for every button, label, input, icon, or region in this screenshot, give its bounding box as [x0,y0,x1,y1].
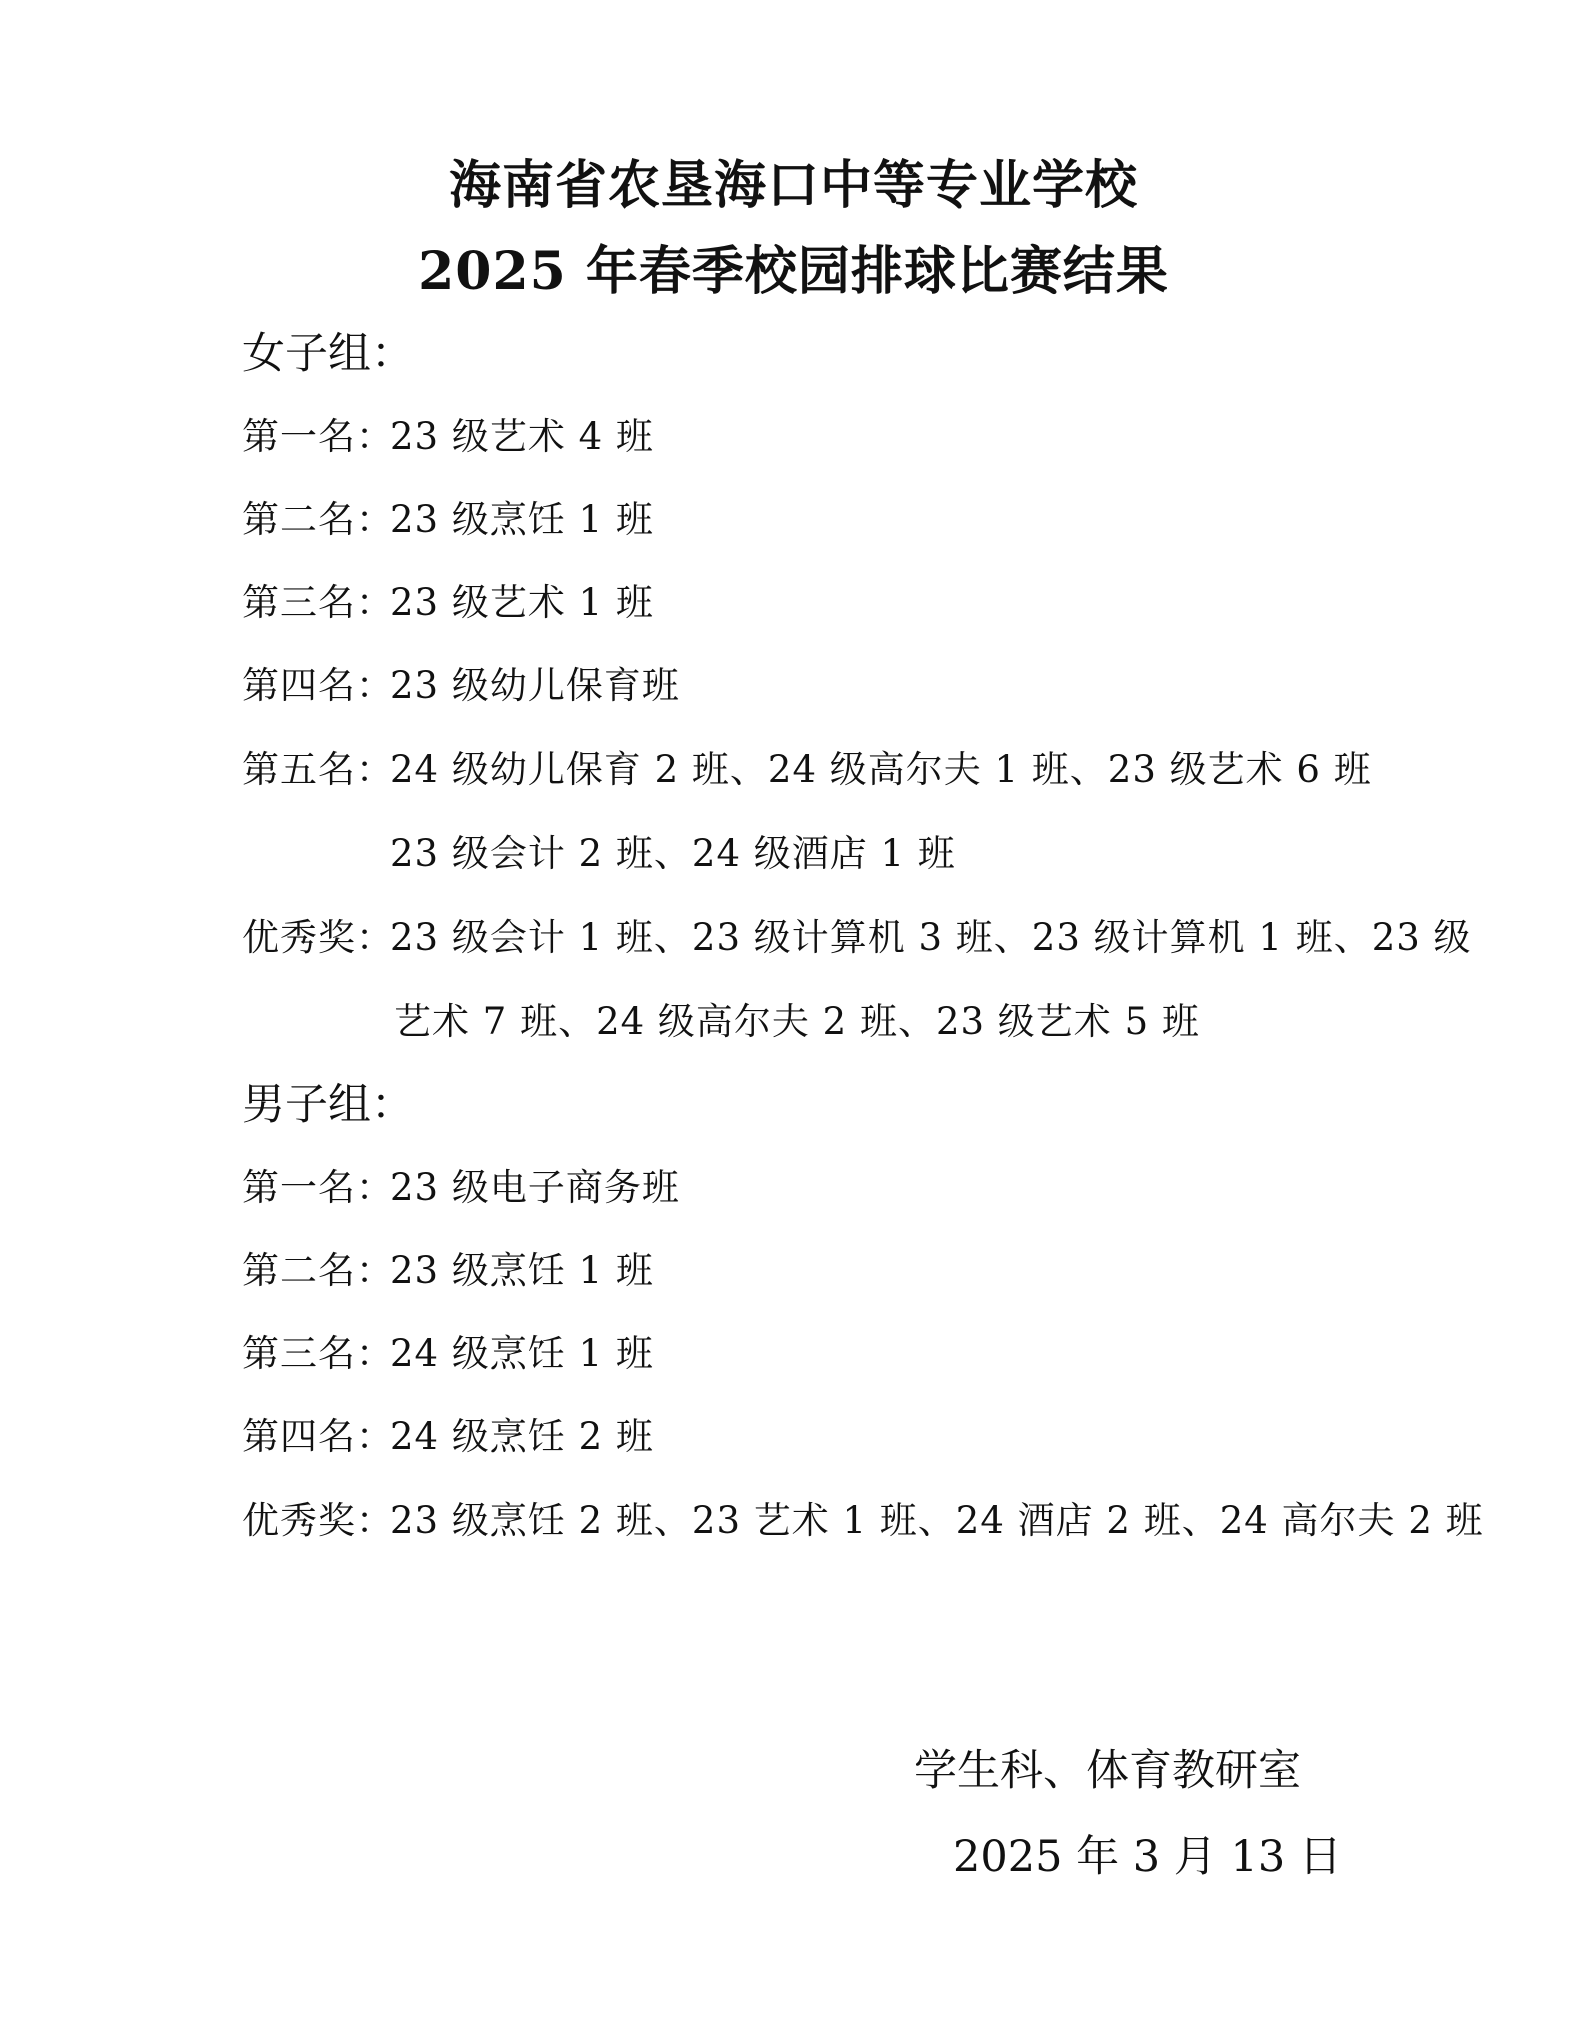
rank-value: 23 级会计 1 班、23 级计算机 3 班、23 级计算机 1 班、23 级 [390,916,1472,959]
rank-label: 优秀奖： [242,916,394,959]
rank-label: 第二名： [242,498,394,541]
rank-label: 第四名： [242,1415,394,1458]
boys-excellence-award [242,1499,1484,1543]
boys-rank-1 [242,1166,680,1210]
girls-excellence-continuation: 艺术 7 班、24 级高尔夫 2 班、23 级艺术 5 班 [394,1000,1200,1043]
rank-value: 23 级烹饪 1 班 [390,498,654,541]
signature-date: 2025 年 3 月 13 日 [953,1832,1342,1882]
rank-value: 23 级烹饪 2 班、23 艺术 1 班、24 酒店 2 班、24 高尔夫 2 班 [390,1499,1484,1542]
rank-value: 23 级电子商务班 [390,1166,680,1209]
rank-label: 第五名： [242,748,394,791]
boys-group-heading: 男子组： [242,1080,414,1130]
rank-value: 24 级烹饪 2 班 [390,1415,654,1458]
girls-rank-5 [242,748,1372,792]
rank-value: 24 级幼儿保育 2 班、24 级高尔夫 1 班、23 级艺术 6 班 [390,748,1372,791]
girls-rank-2 [242,498,654,542]
girls-group-heading: 女子组： [242,329,414,379]
rank-value: 24 级烹饪 1 班 [390,1332,654,1375]
rank-value: 23 级艺术 1 班 [390,581,654,624]
signature-organization: 学生科、体育教研室 [914,1746,1301,1796]
rank-value: 23 级烹饪 1 班 [390,1249,654,1292]
rank-label: 第一名： [242,1166,394,1209]
rank-label: 第二名： [242,1249,394,1292]
rank-value: 23 级艺术 4 班 [390,415,654,458]
girls-rank-4 [242,664,680,708]
document-title-line-2: 2025 年春季校园排球比赛结果 [418,241,1169,302]
rank-label: 第一名： [242,415,394,458]
girls-rank-3 [242,581,654,625]
girls-rank-1 [242,415,654,459]
boys-rank-2 [242,1249,654,1293]
rank-value: 23 级幼儿保育班 [390,664,680,707]
rank-label: 优秀奖： [242,1499,394,1542]
girls-excellence-award [242,916,1472,960]
girls-rank-5-continuation: 23 级会计 2 班、24 级酒店 1 班 [390,832,956,875]
rank-label: 第三名： [242,581,394,624]
boys-rank-3 [242,1332,654,1376]
boys-rank-4 [242,1415,654,1459]
rank-label: 第四名： [242,664,394,707]
document-title-line-1: 海南省农垦海口中等专业学校 [448,155,1138,216]
rank-label: 第三名： [242,1332,394,1375]
